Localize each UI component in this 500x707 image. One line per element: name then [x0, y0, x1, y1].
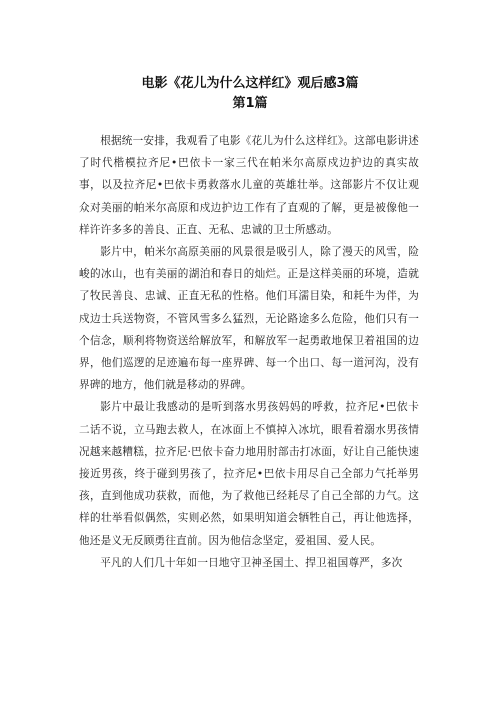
paragraph: 影片中，帕米尔高原美丽的风景很是吸引人，除了漫天的风雪，险峻的冰山，也有美丽的湖泊和春日的灿烂。正是这样美丽的环境，造就了牧民善良、忠诚、正直无私的性格。他们耳濡目染，和耗牛为伴，为戍边士兵送物资，不管风雪多么猛烈，无论路途多么危险，他们只有一个信念，顺利将物资送给解放军，和解放军一起勇敢地保卫着祖国的边界，他们巡逻的足迹遍布每一座界碑、每一个出口、每一道河沟，没有界碑的地方，他们就是移动的界碑。: [79, 246, 419, 392]
paragraph: 根据统一安排，我观看了电影《花儿为什么这样红》。这部电影讲述了时代楷模拉齐尼•巴依卡一家三代在帕米尔高原戍边护边的真实故事，以及拉齐尼•巴依卡勇救落水儿童的英雄壮举。这部影片不仅让观众对美丽的帕米尔高原和戍边护边工作有了直观的了解，更是被像他一样许许多多的善良、正直、无私、忠诚的卫士所感动。: [79, 135, 419, 236]
section-heading: 第1篇: [232, 96, 268, 111]
document-title: 电影《花儿为什么这样红》观后感3篇: [141, 76, 359, 91]
document-body: [79, 130, 419, 574]
paragraph: 影片中最让我感动的是听到落水男孩妈妈的呼救，拉齐尼•巴依卡二话不说，立马跑去救人，在冰面上不慎掉入冰坑，眼看着溺水男孩情况越来越糟糕，拉齐尼·巴依卡奋力地用肘部击打冰面，好让自己能快速接近男孩，终于碰到男孩了，拉齐尼•巴依卡用尽自己全部力气托举男孩，直到他成功获救，而他，为了救他已经耗尽了自己全部的力气。这样的壮举看似偶然，实则必然，如果明知道会牺牲自己，再让他选择，他还是义无反顾勇往直前。因为他信念坚定，爱祖国、爱人民。: [79, 401, 419, 547]
paragraph: 平凡的人们几十年如一日地守卫神圣国土、捍卫祖国尊严，多次: [100, 556, 403, 569]
